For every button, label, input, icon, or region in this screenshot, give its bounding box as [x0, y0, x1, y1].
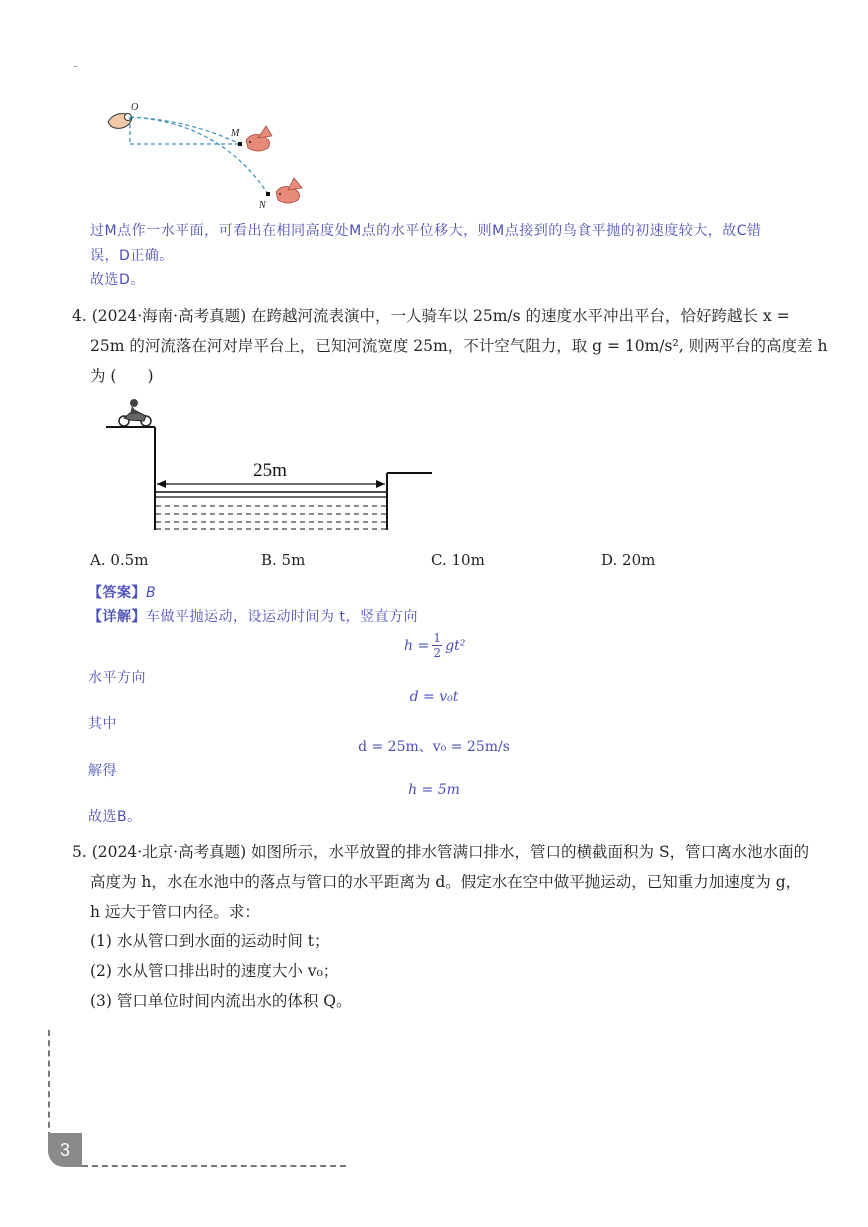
- q4-conclusion: 故选B。: [88, 809, 142, 825]
- figure-width-label: 25m: [253, 460, 287, 481]
- q3-conclusion: 故选D。: [90, 272, 145, 288]
- bird-n-icon: [276, 178, 302, 203]
- label-o: O: [131, 102, 139, 113]
- detail-tag: 【详解】: [88, 609, 146, 625]
- q4-option-b: B. 5m: [261, 551, 306, 569]
- label-m: M: [231, 128, 240, 139]
- q3-explanation-line1: 过M点作一水平面，可看出在相同高度处M点的水平位移大，则M点接到的鸟食平抛的初速度较大，故C错: [90, 223, 762, 239]
- q5-stem-line2: 高度为 h，水在水池中的落点与管口的水平距离为 d。假定水在空中做平抛运动，已知重力加速度为 g，: [90, 873, 802, 891]
- q5-part-2: (2) 水从管口排出时的速度大小 v₀；: [90, 962, 339, 980]
- page-number-tab: [48, 1133, 82, 1167]
- fraction-denominator: 2: [433, 646, 442, 660]
- q4-option-c: C. 10m: [431, 551, 485, 569]
- footer-dashed-vertical: [48, 1030, 50, 1138]
- fraction-half: [432, 632, 442, 660]
- bird-m-icon: [246, 126, 272, 151]
- q4-answer-row: [88, 582, 156, 602]
- answer-value: B: [146, 585, 157, 601]
- q3-explanation-line2: 误，D正确。: [90, 248, 174, 264]
- label-horizontal: 水平方向: [88, 670, 146, 686]
- answer-tag: 【答案】: [88, 585, 146, 601]
- eq1-rhs: gt²: [445, 638, 466, 654]
- q4-option-a: A. 0.5m: [90, 551, 149, 569]
- fraction-numerator: 1: [433, 631, 442, 645]
- detail-intro: 车做平抛运动，设运动时间为 t，竖直方向: [146, 609, 418, 625]
- figure-river-jump: [100, 396, 440, 536]
- q4-stem-line3: 为 ( ): [90, 367, 154, 385]
- q4-option-d: D. 20m: [601, 551, 656, 569]
- equation-h-half-gt2: [404, 632, 465, 660]
- hand-icon: [108, 114, 132, 129]
- q4-stem-line1: 4. (2024·海南·高考真题) 在跨越河流表演中，一人骑车以 25m/s 的速度水平冲出平台，恰好跨越长 x =: [72, 307, 790, 325]
- eq1-lhs: h =: [404, 638, 430, 654]
- q5-part-3: (3) 管口单位时间内流出水的体积 Q。: [90, 992, 352, 1010]
- label-n: N: [259, 200, 266, 211]
- q4-detail-row: [88, 606, 418, 626]
- q5-stem-line3: h 远大于管口内径。求：: [90, 903, 260, 921]
- footer-dashed-horizontal: [82, 1165, 346, 1167]
- motorbike-icon: [119, 399, 151, 426]
- q4-stem-line2: 25m 的河流落在河对岸平台上，已知河流宽度 25m，不计空气阻力，取 g = 10m/s², 则两平台的高度差 h: [90, 337, 828, 355]
- corner-mark: [74, 66, 77, 67]
- equation-result: h = 5m: [408, 782, 460, 798]
- figure-projectile-birds: [100, 100, 320, 212]
- q5-part-1: (1) 水从管口到水面的运动时间 t；: [90, 932, 330, 950]
- equation-d-v0t: d = v₀t: [409, 689, 459, 705]
- page-number: 3: [59, 1139, 70, 1160]
- label-solve: 解得: [88, 763, 117, 779]
- q5-stem-line1: 5. (2024·北京·高考真题) 如图所示，水平放置的排水管满口排水，管口的横截面积为 S，管口离水池水面的: [72, 843, 810, 861]
- label-where: 其中: [88, 716, 117, 732]
- equation-values: d = 25m、v₀ = 25m/s: [358, 739, 510, 755]
